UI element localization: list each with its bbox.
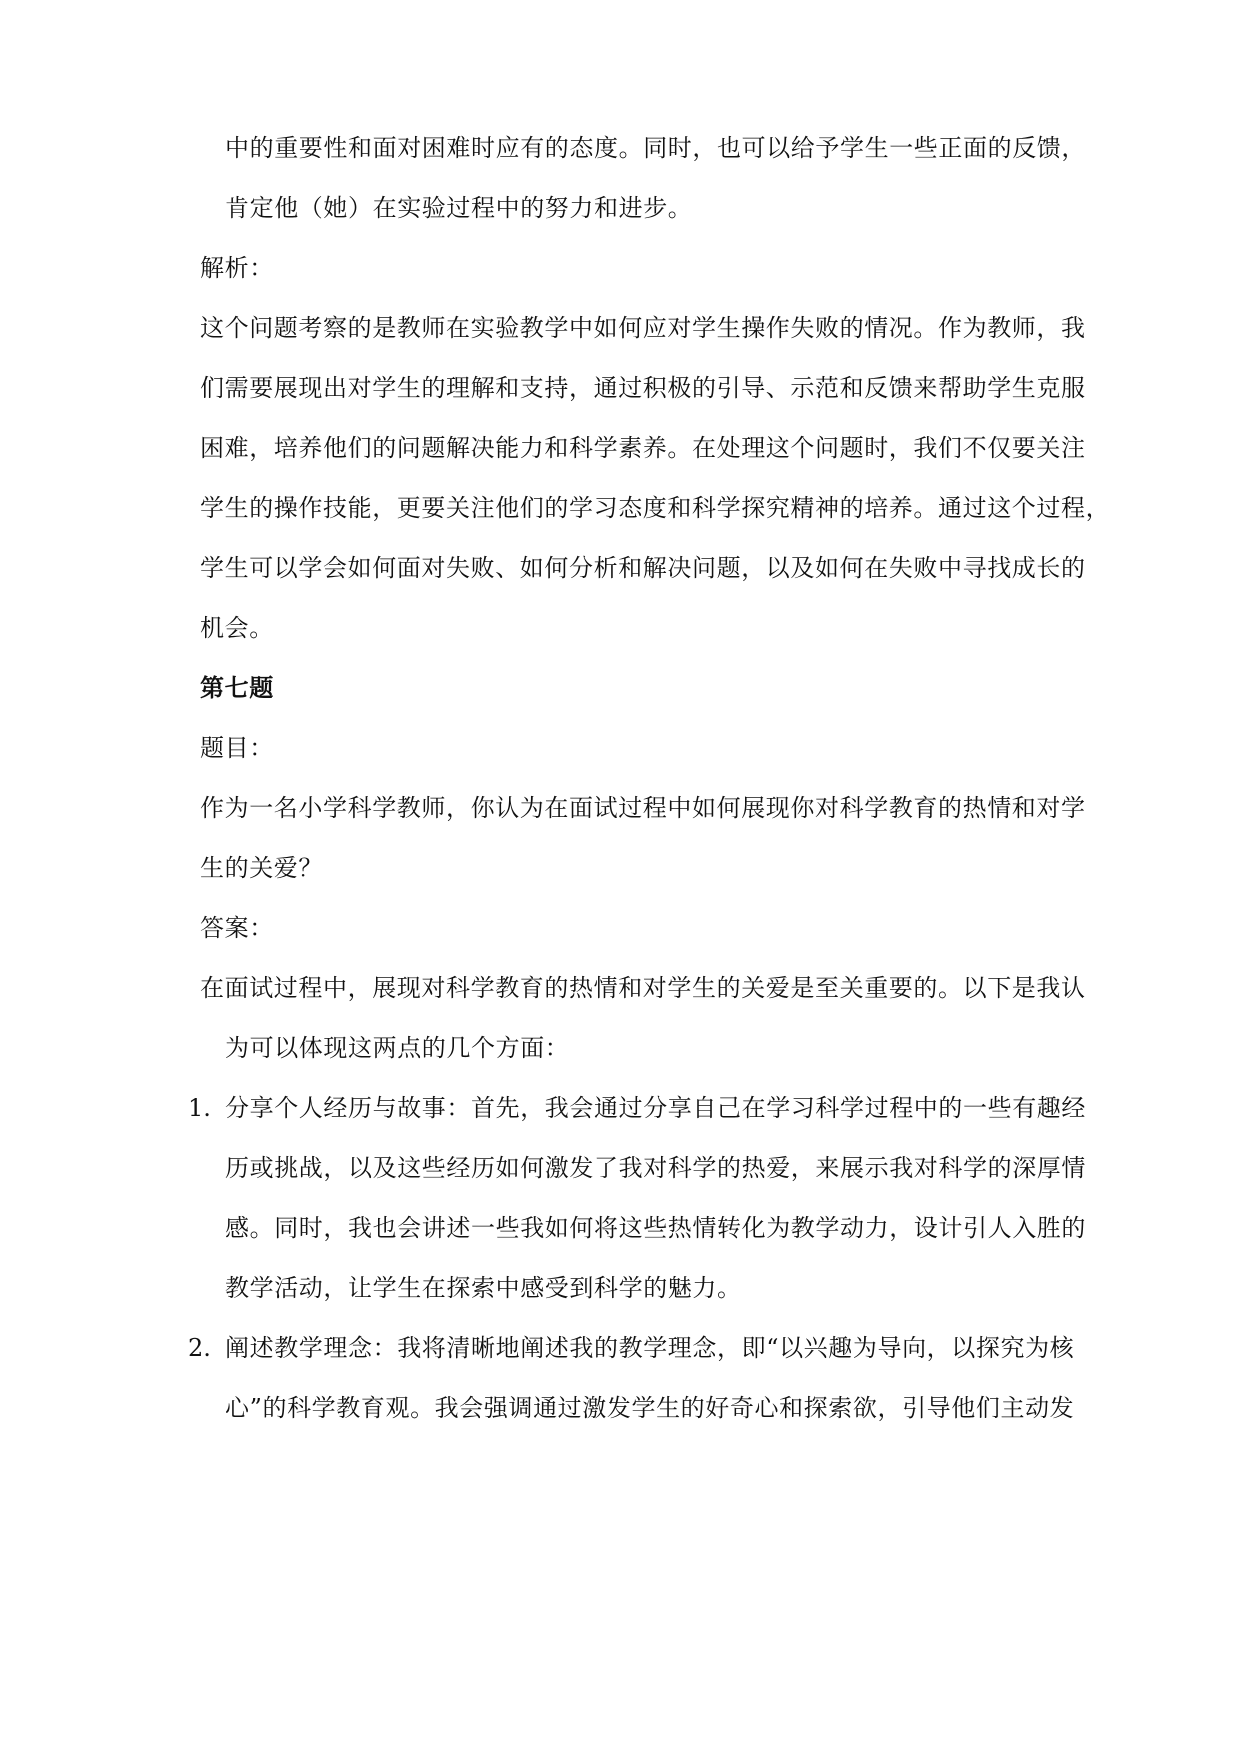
answer-label: 答案：: [200, 914, 274, 942]
list-item-line: 心”的科学教育观。我会强调通过激发学生的好奇心和探索欲，引导他们主动发: [225, 1394, 1075, 1422]
analysis-label: 解析：: [200, 254, 274, 282]
answer-intro-line: 为可以体现这两点的几个方面：: [225, 1034, 570, 1062]
list-item-line: 阐述教学理念：我将清晰地阐述我的教学理念，即“以兴趣为导向，以探究为核: [225, 1334, 1075, 1362]
continuation-line: 肯定他（她）在实验过程中的努力和进步。: [225, 194, 693, 222]
prompt-line: 作为一名小学科学教师，你认为在面试过程中如何展现你对科学教育的热情和对学: [200, 794, 1086, 822]
analysis-line: 这个问题考察的是教师在实验教学中如何应对学生操作失败的情况。作为教师，我: [200, 314, 1086, 342]
list-item-line: 感。同时，我也会讲述一些我如何将这些热情转化为教学动力，设计引人入胜的: [225, 1214, 1086, 1242]
list-item-number: 2.: [188, 1334, 211, 1362]
continuation-line: 中的重要性和面对困难时应有的态度。同时，也可以给予学生一些正面的反馈，: [225, 134, 1086, 162]
analysis-line: 学生的操作技能，更要关注他们的学习态度和科学探究精神的培养。通过这个过程，: [200, 494, 1111, 522]
analysis-line: 困难，培养他们的问题解决能力和科学素养。在处理这个问题时，我们不仅要关注: [200, 434, 1086, 462]
analysis-line: 学生可以学会如何面对失败、如何分析和解决问题，以及如何在失败中寻找成长的: [200, 554, 1086, 582]
analysis-line: 机会。: [200, 614, 274, 642]
list-item-line: 教学活动，让学生在探索中感受到科学的魅力。: [225, 1274, 742, 1302]
list-item-line: 分享个人经历与故事：首先，我会通过分享自己在学习科学过程中的一些有趣经: [225, 1094, 1086, 1122]
list-item-line: 历或挑战，以及这些经历如何激发了我对科学的热爱，来展示我对科学的深厚情: [225, 1154, 1086, 1182]
answer-intro-line: 在面试过程中，展现对科学教育的热情和对学生的关爱是至关重要的。以下是我认: [200, 974, 1086, 1002]
question-heading: 第七题: [200, 673, 274, 702]
analysis-line: 们需要展现出对学生的理解和支持，通过积极的引导、示范和反馈来帮助学生克服: [200, 374, 1086, 402]
prompt-label: 题目：: [200, 734, 274, 762]
list-item-number: 1.: [188, 1094, 211, 1122]
prompt-line: 生的关爱？: [200, 854, 323, 882]
